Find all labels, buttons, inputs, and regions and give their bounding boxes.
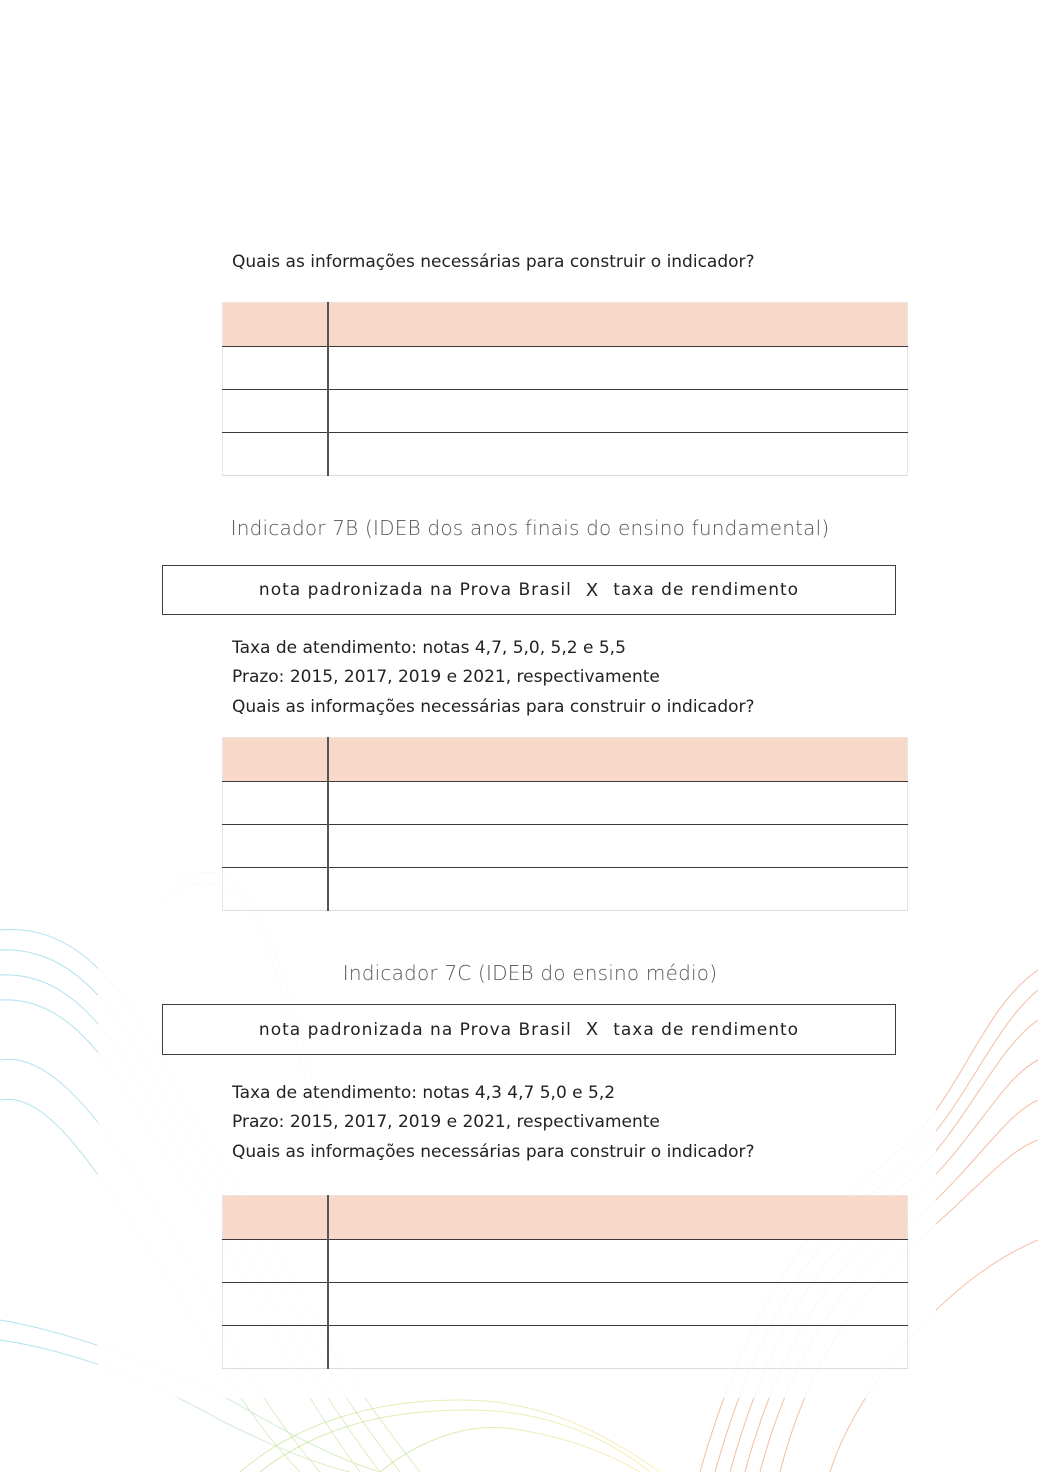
table-row <box>223 868 908 911</box>
table-header-cell <box>223 738 329 782</box>
table-cell[interactable] <box>328 433 908 476</box>
table-cell[interactable] <box>328 825 908 868</box>
table-row <box>223 347 908 390</box>
target-7c: Taxa de atendimento: notas 4,3 4,7 5,0 e 5,2 <box>232 1083 616 1103</box>
table-row <box>223 1283 908 1326</box>
table-cell[interactable] <box>328 782 908 825</box>
table-cell[interactable] <box>223 1326 329 1369</box>
table-header-cell <box>328 1196 908 1240</box>
question-7a: Quais as informações necessárias para construir o indicador? <box>232 252 755 272</box>
table-row <box>223 782 908 825</box>
table-header-cell <box>223 1196 329 1240</box>
table-cell[interactable] <box>328 390 908 433</box>
table-cell[interactable] <box>328 868 908 911</box>
indicator-7b-title: Indicador 7B (IDEB dos anos finais do ensino fundamental) <box>230 516 830 540</box>
table-header-cell <box>328 303 908 347</box>
table-header-row <box>223 303 908 347</box>
table-row <box>223 390 908 433</box>
table-cell[interactable] <box>328 1283 908 1326</box>
table-cell[interactable] <box>223 868 329 911</box>
table-row <box>223 433 908 476</box>
table-cell[interactable] <box>328 1326 908 1369</box>
multiply-operator: X <box>585 1019 600 1040</box>
formula-right-term: taxa de rendimento <box>613 580 800 600</box>
table-row <box>223 825 908 868</box>
table-header-cell <box>328 738 908 782</box>
table-cell[interactable] <box>223 347 329 390</box>
table-cell[interactable] <box>328 1240 908 1283</box>
table-header-cell <box>223 303 329 347</box>
table-7a <box>222 302 908 476</box>
table-cell[interactable] <box>223 825 329 868</box>
formula-left-term: nota padronizada na Prova Brasil <box>258 1019 572 1040</box>
table-7c <box>222 1195 908 1369</box>
deadline-7b: Prazo: 2015, 2017, 2019 e 2021, respectivamente <box>232 667 660 687</box>
question-7c: Quais as informações necessárias para construir o indicador? <box>232 1142 755 1162</box>
formula-right-term: taxa de rendimento <box>613 1019 800 1040</box>
table-header-row <box>223 1196 908 1240</box>
table-cell[interactable] <box>223 782 329 825</box>
table-row <box>223 1240 908 1283</box>
question-7b: Quais as informações necessárias para construir o indicador? <box>232 697 755 717</box>
table-cell[interactable] <box>223 433 329 476</box>
table-7b <box>222 737 908 911</box>
formula-box-7b <box>162 565 896 615</box>
table-cell[interactable] <box>223 1283 329 1326</box>
deadline-7c: Prazo: 2015, 2017, 2019 e 2021, respectivamente <box>232 1112 660 1132</box>
indicator-7c-title: Indicador 7C (IDEB do ensino médio) <box>342 961 718 985</box>
formula-box-7c <box>162 1004 896 1055</box>
table-header-row <box>223 738 908 782</box>
table-cell[interactable] <box>223 390 329 433</box>
multiply-operator: X <box>585 579 600 601</box>
table-row <box>223 1326 908 1369</box>
target-7b: Taxa de atendimento: notas 4,7, 5,0, 5,2 e 5,5 <box>232 638 626 658</box>
table-cell[interactable] <box>223 1240 329 1283</box>
formula-left-term: nota padronizada na Prova Brasil <box>258 580 572 600</box>
table-cell[interactable] <box>328 347 908 390</box>
